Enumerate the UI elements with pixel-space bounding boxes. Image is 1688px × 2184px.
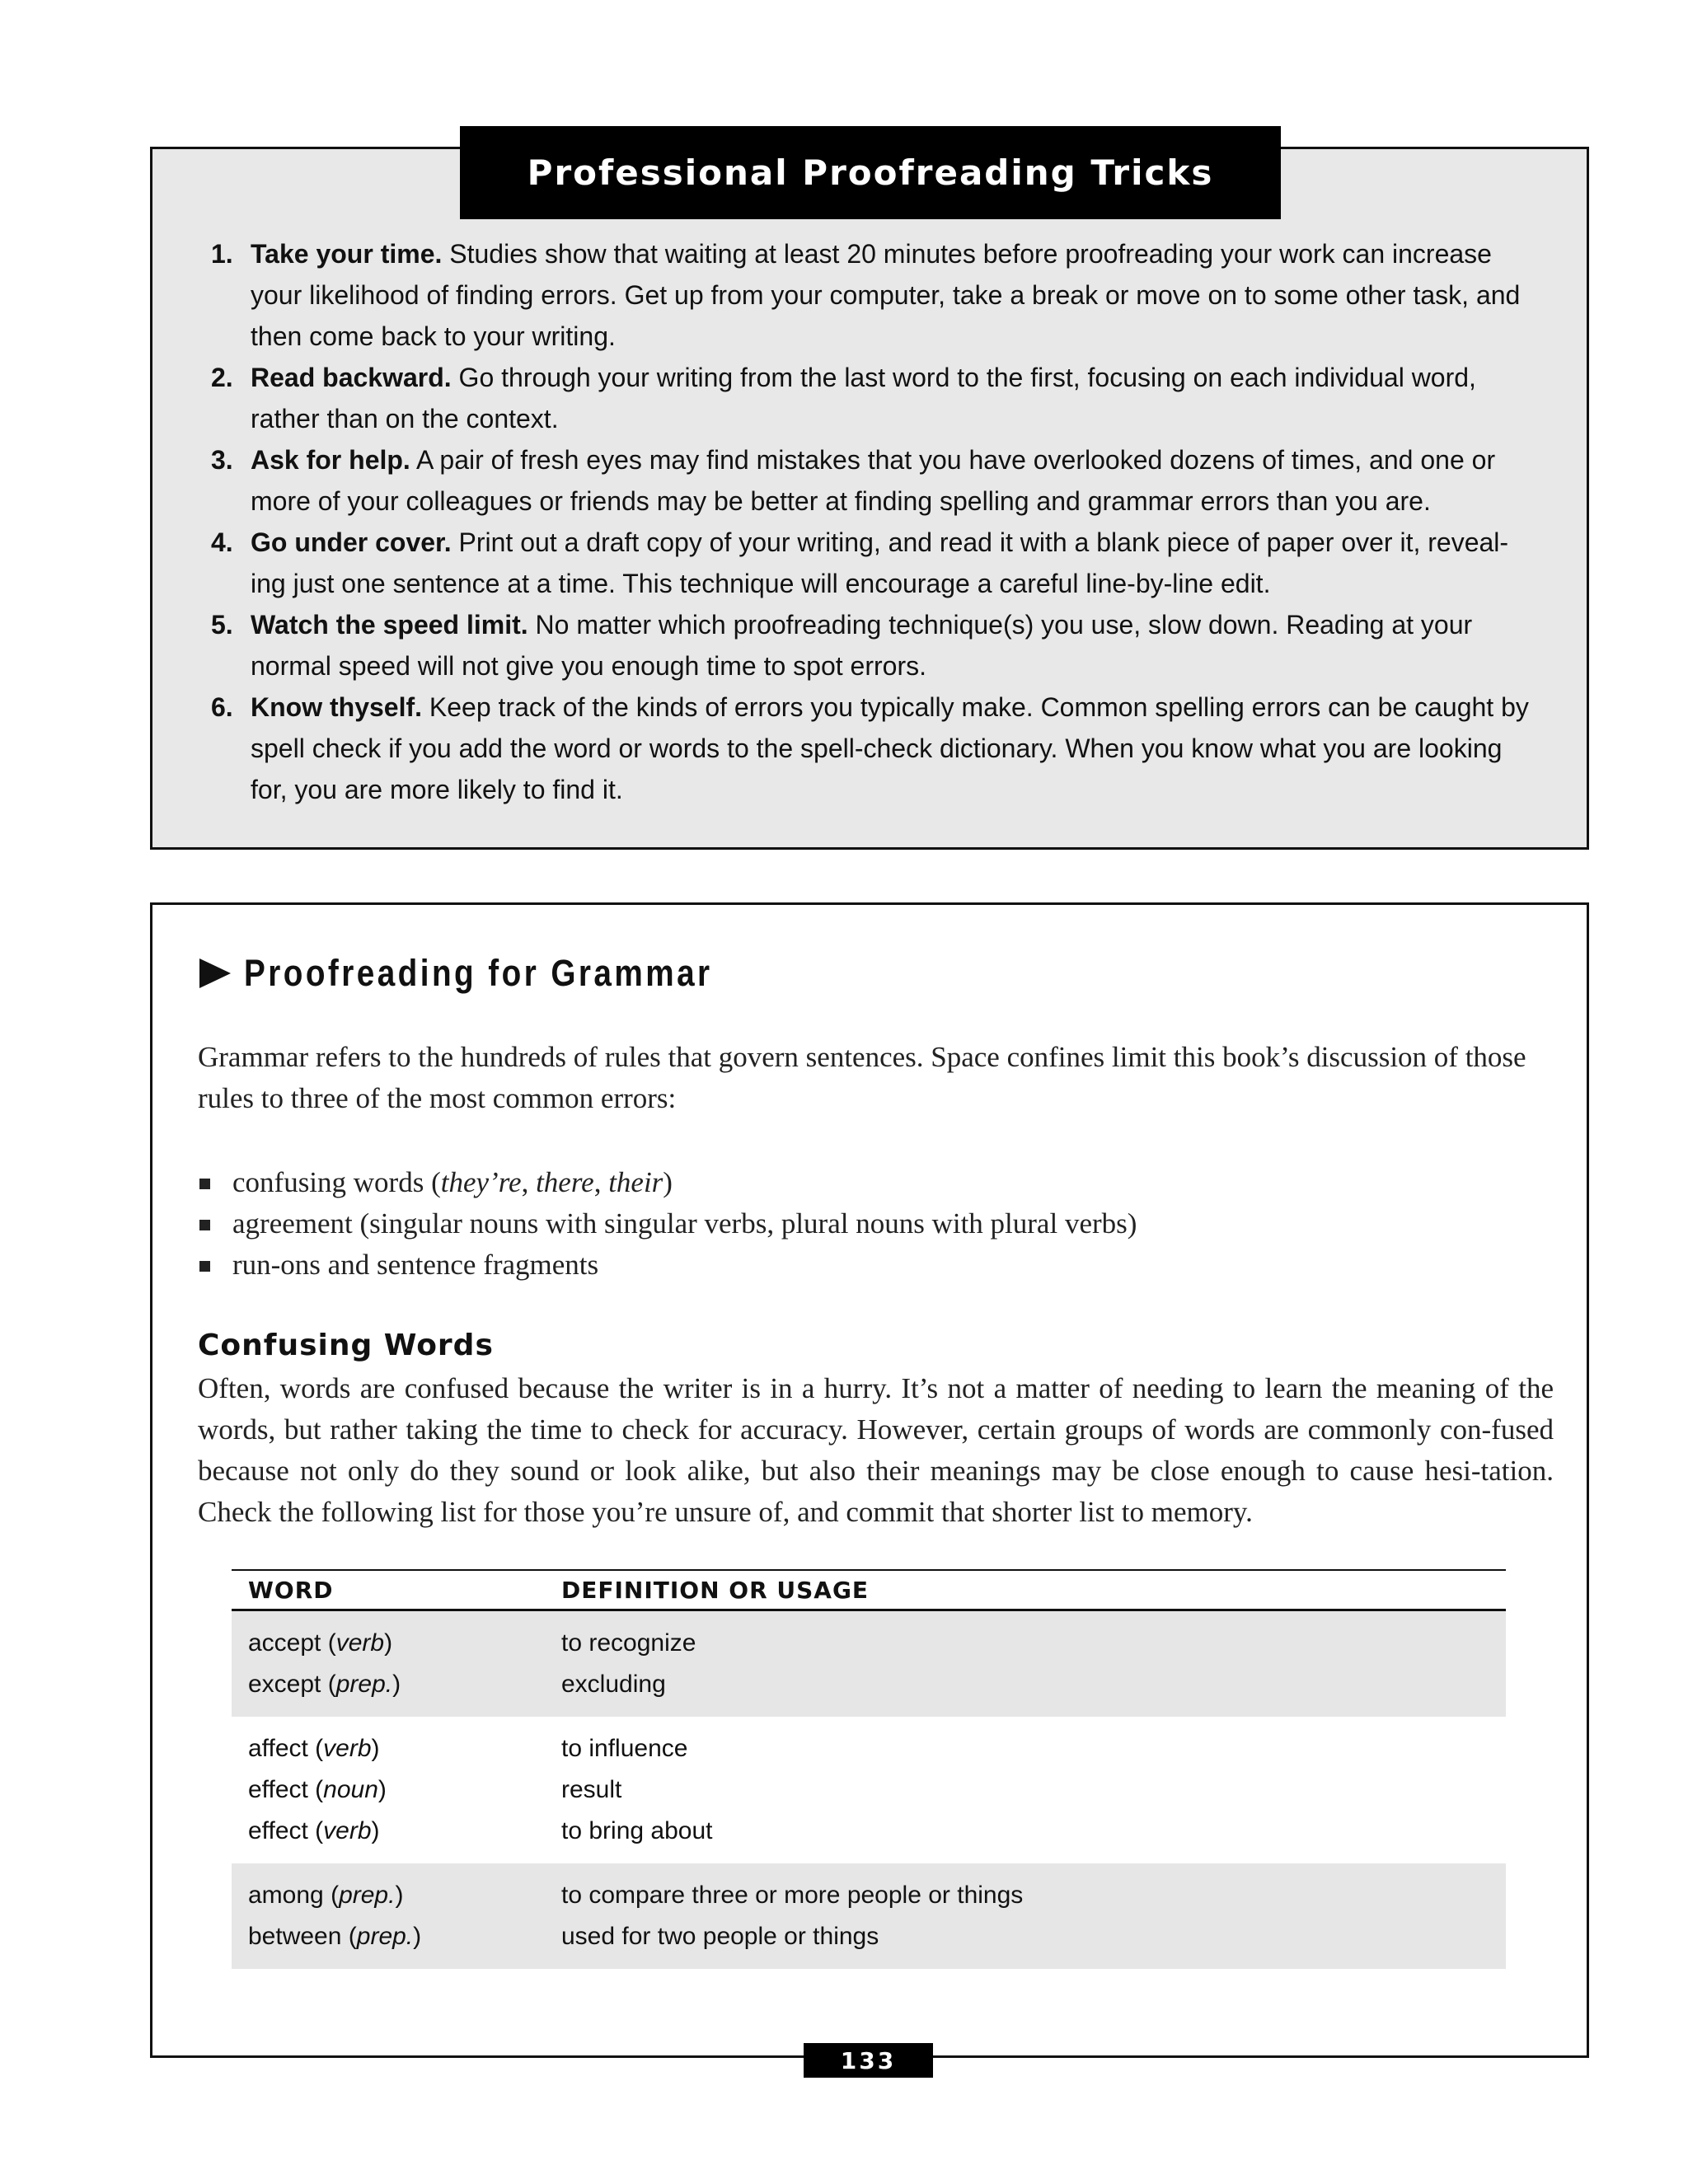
item-text: No matter which proofreading technique(s) you use, slow down. Reading at your normal speed will not give you enough time to spot errors. bbox=[251, 610, 1473, 681]
table-row: accept (verb) to recognize bbox=[248, 1629, 696, 1657]
bullet-square-icon bbox=[199, 1261, 210, 1272]
item-text: Print out a draft copy of your writing, and read it with a blank piece of paper over it, reveal-ing just one sentence at a time. This technique will encourage a careful line-by-line edit. bbox=[251, 527, 1509, 598]
item-lead: Take your time. bbox=[251, 239, 443, 269]
item-lead: Read backward. bbox=[251, 363, 452, 392]
word-definition-table bbox=[232, 1569, 1506, 1969]
table-group bbox=[232, 1717, 1506, 1863]
error-types-list bbox=[198, 1162, 1517, 1286]
column-header-word: WORD bbox=[248, 1576, 334, 1604]
item-number: 6. bbox=[211, 692, 233, 722]
item-text: Studies show that waiting at least 20 minutes before proofreading your work can increase your likelihood of finding errors. Get up from your computer, take a break or move on to some other task, and then come back to your writing. bbox=[251, 239, 1521, 351]
table-group bbox=[232, 1611, 1506, 1717]
intro-paragraph: Grammar refers to the hundreds of rules that govern sentences. Space confines limit this book’s discussion of those rules to three of the most common errors: bbox=[198, 1041, 1526, 1114]
confusing-words-paragraph: Often, words are confused because the writer is in a hurry. It’s not a matter of needing to learn the meaning of the words, but rather taking the time to check for accuracy. However, certain groups of words are commonly con-fused because not only do they sound or look alike, but also their meanings may be close enough to cause hesi-tation. Check the following list for those you’re unsure of, and commit that shorter list to memory. bbox=[198, 1372, 1554, 1528]
table-row: effect (verb) to bring about bbox=[248, 1817, 713, 1844]
list-item bbox=[206, 357, 1541, 439]
table-row: effect (noun) result bbox=[248, 1776, 622, 1803]
item-text: Keep track of the kinds of errors you typically make. Common spelling errors can be caught by spell check if you add the word or words to the spell-check dictionary. When you know what you are looking for, you are more likely to find it. bbox=[251, 692, 1529, 804]
table-row: among (prep.) to compare three or more people or things bbox=[248, 1882, 1024, 1909]
list-item: run-ons and sentence fragments bbox=[198, 1244, 1517, 1286]
table-group bbox=[232, 1863, 1506, 1969]
item-lead: Ask for help. bbox=[251, 445, 410, 475]
bullet-square-icon bbox=[199, 1220, 210, 1230]
item-number: 3. bbox=[211, 445, 233, 475]
item-lead: Watch the speed limit. bbox=[251, 610, 528, 640]
item-text: Go through your writing from the last word to the first, focusing on each individual word, rather than on the context. bbox=[251, 363, 1476, 434]
item-text: A pair of fresh eyes may find mistakes that you have overlooked dozens of times, and one or more of your colleagues or friends may be better at finding spelling and grammar errors than you are. bbox=[251, 445, 1496, 516]
table-header-row bbox=[232, 1571, 1506, 1611]
tricks-title: Professional Proofreading Tricks bbox=[460, 126, 1281, 219]
table-row: between (prep.) used for two people or things bbox=[248, 1923, 879, 1950]
list-item bbox=[206, 687, 1541, 810]
item-number: 5. bbox=[211, 610, 233, 640]
column-header-definition: DEFINITION OR USAGE bbox=[561, 1576, 870, 1604]
list-item bbox=[206, 604, 1541, 687]
list-item: confusing words (they’re, there, their) bbox=[198, 1162, 1517, 1203]
tricks-list bbox=[206, 233, 1541, 810]
list-item bbox=[206, 439, 1541, 522]
item-lead: Go under cover. bbox=[251, 527, 452, 557]
list-item bbox=[206, 522, 1541, 604]
subheading: Confusing Words bbox=[198, 1329, 494, 1362]
item-number: 4. bbox=[211, 527, 233, 557]
list-item: agreement (singular nouns with singular verbs, plural nouns with plural verbs) bbox=[198, 1203, 1517, 1244]
bullet-square-icon bbox=[199, 1179, 210, 1189]
list-item bbox=[206, 233, 1541, 357]
table-row: affect (verb) to influence bbox=[248, 1735, 688, 1762]
item-number: 1. bbox=[211, 239, 233, 269]
section-title: Proofreading for Grammar bbox=[244, 952, 713, 994]
section-heading bbox=[198, 944, 789, 1002]
page-number: 133 bbox=[804, 2043, 933, 2078]
item-lead: Know thyself. bbox=[251, 692, 423, 722]
table-row: except (prep.) excluding bbox=[248, 1671, 666, 1698]
triangle-arrow-icon bbox=[198, 957, 232, 990]
item-number: 2. bbox=[211, 363, 233, 392]
